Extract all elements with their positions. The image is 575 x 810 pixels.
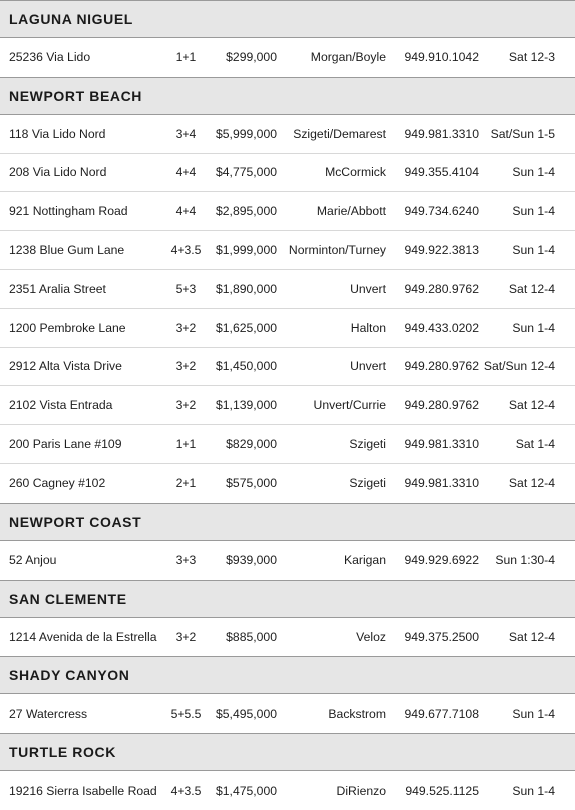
listing-price: $4,775,000 xyxy=(216,165,277,180)
agent-name: Veloz xyxy=(356,629,386,644)
bed-bath-count: 4+4 xyxy=(175,165,197,180)
open-house-hours: Sun 1-4 xyxy=(512,243,555,258)
listing-row xyxy=(0,694,575,733)
listing-row xyxy=(0,309,575,348)
listing-row xyxy=(0,231,575,270)
city-section xyxy=(0,656,575,733)
listing-price: $5,999,000 xyxy=(216,126,277,141)
city-section-header: TURTLE ROCK xyxy=(0,733,575,771)
city-section-header: NEWPORT COAST xyxy=(0,503,575,541)
open-house-hours: Sun 1-4 xyxy=(512,204,555,219)
bed-bath-count: 3+2 xyxy=(175,359,197,374)
agent-phone: 949.375.2500 xyxy=(404,629,479,644)
city-section-header: LAGUNA NIGUEL xyxy=(0,0,575,38)
listing-row xyxy=(0,618,575,657)
city-section xyxy=(0,503,575,580)
bed-bath-count: 4+3.5 xyxy=(170,243,202,258)
bed-bath-count: 1+1 xyxy=(175,50,197,65)
agent-name: Szigeti xyxy=(349,437,386,452)
bed-bath-count: 4+3.5 xyxy=(170,783,202,798)
agent-phone: 949.981.3310 xyxy=(404,476,479,491)
bed-bath-count: 3+4 xyxy=(175,126,197,141)
property-address: 2351 Aralia Street xyxy=(9,281,106,296)
agent-name: Marie/Abbott xyxy=(316,204,386,219)
agent-name: Szigeti xyxy=(349,476,386,491)
listing-row xyxy=(0,270,575,309)
listing-price: $1,139,000 xyxy=(216,398,277,413)
agent-name: Karigan xyxy=(343,553,386,568)
property-address: 260 Cagney #102 xyxy=(9,476,106,491)
open-house-hours: Sun 1-4 xyxy=(512,165,555,180)
agent-phone: 949.677.7108 xyxy=(404,706,479,721)
open-house-hours: Sun 1-4 xyxy=(512,320,555,335)
open-house-hours: Sat 12-4 xyxy=(508,281,555,296)
agent-name: McCormick xyxy=(325,165,386,180)
agent-phone: 949.280.9762 xyxy=(404,398,479,413)
agent-name: Unvert/Currie xyxy=(313,398,386,413)
bed-bath-count: 3+2 xyxy=(175,398,197,413)
agent-phone: 949.981.3310 xyxy=(404,437,479,452)
property-address: 118 Via Lido Nord xyxy=(9,126,106,141)
agent-name: Backstrom xyxy=(328,706,386,721)
bed-bath-count: 3+3 xyxy=(175,553,197,568)
agent-phone: 949.433.0202 xyxy=(404,320,479,335)
listing-row xyxy=(0,154,575,193)
open-house-hours: Sun 1:30-4 xyxy=(495,553,555,568)
bed-bath-count: 4+4 xyxy=(175,204,197,219)
city-section xyxy=(0,77,575,503)
agent-phone: 949.355.4104 xyxy=(404,165,479,180)
bed-bath-count: 5+3 xyxy=(175,281,197,296)
agent-phone: 949.910.1042 xyxy=(404,50,479,65)
open-house-hours: Sat 12-4 xyxy=(508,629,555,644)
property-address: 52 Anjou xyxy=(9,553,57,568)
listing-price: $1,890,000 xyxy=(216,281,277,296)
property-address: 2912 Alta Vista Drive xyxy=(9,359,122,374)
listing-row xyxy=(0,192,575,231)
open-house-hours: Sun 1-4 xyxy=(512,783,555,798)
listing-price: $2,895,000 xyxy=(216,204,277,219)
property-address: 19216 Sierra Isabelle Road xyxy=(9,783,157,798)
listing-price: $885,000 xyxy=(226,629,277,644)
agent-name: Halton xyxy=(350,320,386,335)
bed-bath-count: 2+1 xyxy=(175,476,197,491)
property-address: 921 Nottingham Road xyxy=(9,204,128,219)
listing-row xyxy=(0,115,575,154)
listing-price: $1,625,000 xyxy=(216,320,277,335)
listing-price: $575,000 xyxy=(226,476,277,491)
listing-price: $939,000 xyxy=(226,553,277,568)
agent-phone: 949.929.6922 xyxy=(404,553,479,568)
property-address: 2102 Vista Entrada xyxy=(9,398,113,413)
city-section-header: SHADY CANYON xyxy=(0,656,575,694)
open-house-hours: Sat/Sun 12-4 xyxy=(483,359,555,374)
listing-row xyxy=(0,38,575,77)
agent-name: Unvert xyxy=(350,359,386,374)
city-section-header: NEWPORT BEACH xyxy=(0,77,575,115)
listing-price: $1,999,000 xyxy=(216,243,277,258)
listing-price: $829,000 xyxy=(226,437,277,452)
open-house-hours: Sat 12-3 xyxy=(508,50,555,65)
city-section-header: SAN CLEMENTE xyxy=(0,580,575,618)
bed-bath-count: 1+1 xyxy=(175,437,197,452)
city-section xyxy=(0,0,575,77)
city-section xyxy=(0,733,575,810)
property-address: 208 Via Lido Nord xyxy=(9,165,107,180)
agent-phone: 949.922.3813 xyxy=(404,243,479,258)
open-house-hours: Sat 12-4 xyxy=(508,398,555,413)
listing-row xyxy=(0,348,575,387)
open-house-hours: Sat/Sun 1-5 xyxy=(490,126,555,141)
agent-phone: 949.525.1125 xyxy=(405,783,479,798)
property-address: 1214 Avenida de la Estrella xyxy=(9,629,157,644)
listing-price: $1,475,000 xyxy=(216,783,277,798)
listing-row xyxy=(0,464,575,503)
listing-price: $1,450,000 xyxy=(216,359,277,374)
property-address: 1200 Pembroke Lane xyxy=(9,320,126,335)
listing-price: $299,000 xyxy=(226,50,277,65)
bed-bath-count: 3+2 xyxy=(175,629,197,644)
listing-price: $5,495,000 xyxy=(216,706,277,721)
agent-name: DiRienzo xyxy=(336,783,386,798)
property-address: 25236 Via Lido xyxy=(9,50,91,65)
agent-name: Norminton/Turney xyxy=(288,243,386,258)
agent-name: Unvert xyxy=(350,281,386,296)
listing-row xyxy=(0,541,575,580)
agent-name: Morgan/Boyle xyxy=(310,50,386,65)
listing-row xyxy=(0,771,575,810)
open-house-hours: Sat 1-4 xyxy=(515,437,555,452)
agent-phone: 949.981.3310 xyxy=(404,126,479,141)
listing-row xyxy=(0,386,575,425)
bed-bath-count: 5+5.5 xyxy=(170,706,202,721)
agent-phone: 949.280.9762 xyxy=(404,359,479,374)
bed-bath-count: 3+2 xyxy=(175,320,197,335)
agent-phone: 949.734.6240 xyxy=(404,204,479,219)
property-address: 27 Watercress xyxy=(9,706,88,721)
agent-phone: 949.280.9762 xyxy=(404,281,479,296)
property-address: 1238 Blue Gum Lane xyxy=(9,243,125,258)
open-house-hours: Sun 1-4 xyxy=(512,706,555,721)
city-section xyxy=(0,580,575,657)
property-address: 200 Paris Lane #109 xyxy=(9,437,122,452)
listing-row xyxy=(0,425,575,464)
open-house-hours: Sat 12-4 xyxy=(508,476,555,491)
agent-name: Szigeti/Demarest xyxy=(293,126,386,141)
